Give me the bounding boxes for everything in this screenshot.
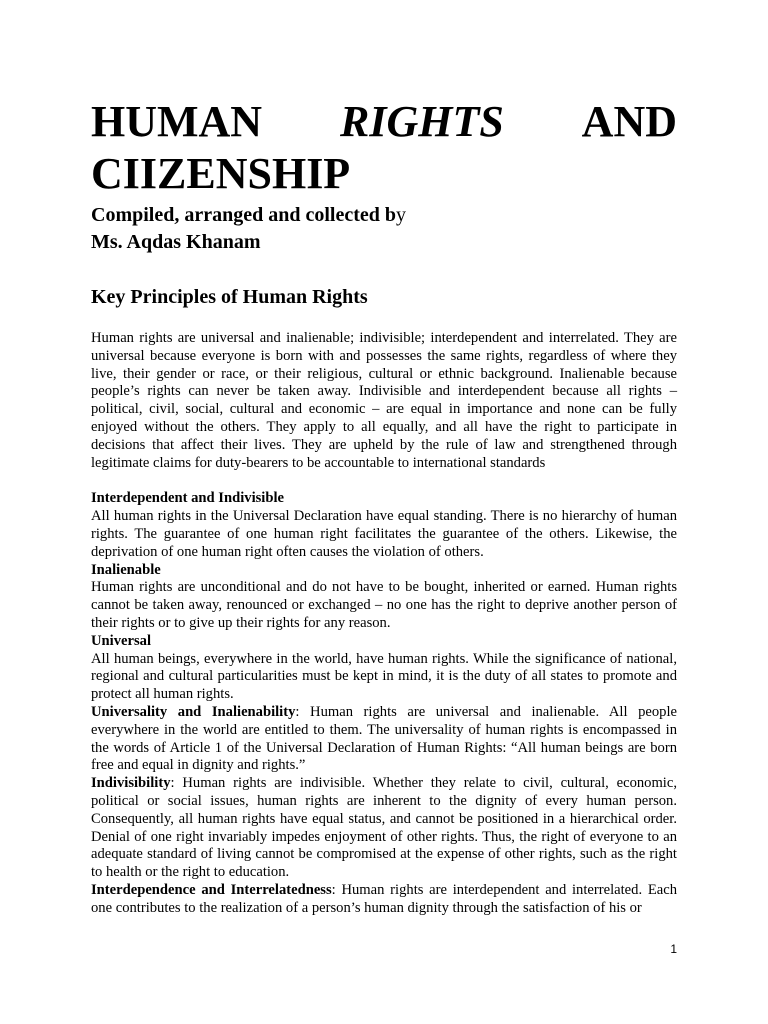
title-word-human: HUMAN (91, 97, 263, 146)
principle-inline-text: : Human rights are interdependent and interrelated. Each one contributes to the realization of a person’s human dignity through the satisfaction of his or (91, 881, 678, 916)
principle-heading: Universal (91, 632, 151, 649)
principles-list (91, 490, 677, 917)
title-word-and: AND (581, 97, 677, 146)
document-page (91, 96, 677, 918)
principle-text: Human rights are unconditional and do not have to be bought, inherited or earned. Human rights cannot be taken away, renounced or exchanged – no one has the right to deprive another person of their rights or to give up their rights for any reason. (91, 579, 677, 631)
page-number: 1 (670, 942, 677, 956)
principle-inline-text: : Human rights are indivisible. Whether they relate to civil, cultural, economic, political or social issues, human rights are inherent to the dignity of every human person. Consequently, all human rights have equal status, and cannot be positioned in a hierarchical order. Denial of one right invariably impedes enjoyment of other rights. Thus, the right of everyone to an adequate standard of living cannot be compromised at the expense of other rights, such as the right to health or the right to education. (91, 775, 677, 881)
document-subtitle (91, 202, 677, 256)
title-line-1 (91, 96, 677, 148)
principle-indivisibility (91, 775, 677, 882)
title-word-rights: RIGHTS (339, 97, 504, 146)
principle-inline-text: : Human rights are universal and inalienable. All people everywhere in the world are entitled to them. The universality of human rights is encompassed in the words of Article 1 of the Universal Declaration of Human Rights: “All human beings are born free and equal in dignity and rights.” (91, 703, 677, 774)
subtitle-author: Ms. Aqdas Khanam (91, 231, 261, 253)
intro-paragraph: Human rights are universal and inalienable; indivisible; interdependent and interrelated. They are universal because everyone is born with and possesses the same rights, regardless of where they live, their gender or race, or their religious, cultural or ethnic background. Inalienable because people’s rights can never be taken away. Indivisible and interdependent because all rights – political, civil, social, cultural and economic – are equal in importance and none can be fully enjoyed without the others. They apply to all equally, and all have the right to participate in decisions that affect their lives. They are upheld by the rule of law and strengthened through legitimate claims for duty-bearers to be accountable to international standards (91, 330, 677, 471)
principle-interdependence-interrelatedness (91, 882, 677, 918)
principle-text: All human rights in the Universal Declaration have equal standing. There is no hierarchy of human rights. The guarantee of one human right facilitates the guarantee of the others. Likewise, the deprivation of one human right often causes the violation of others. (91, 508, 677, 560)
principle-inalienable (91, 562, 677, 633)
principle-universality-inalienability (91, 704, 677, 775)
section-heading: Key Principles of Human Rights (91, 286, 368, 308)
title-line-2: CIIZENSHIP (91, 149, 351, 198)
document-title (91, 96, 677, 200)
principle-inline-heading: Indivisibility (91, 775, 171, 792)
principle-heading: Interdependent and Indivisible (91, 490, 285, 507)
principle-heading: Inalienable (91, 561, 161, 578)
principle-inline-heading: Universality and Inalienability (91, 703, 296, 720)
principle-text: All human beings, everywhere in the world, have human rights. While the significance of national, regional and cultural particularities must be kept in mind, it is the duty of all states to promote and protect all human rights. (91, 650, 677, 703)
principle-universal (91, 633, 677, 704)
subtitle-line-1 (91, 202, 677, 229)
subtitle-line-1-main: Compiled, arranged and collected b (91, 204, 396, 226)
principle-interdependent-indivisible (91, 490, 677, 561)
subtitle-line-1-tail: y (396, 204, 406, 226)
principle-inline-heading: Interdependence and Interrelatedness (91, 881, 332, 898)
